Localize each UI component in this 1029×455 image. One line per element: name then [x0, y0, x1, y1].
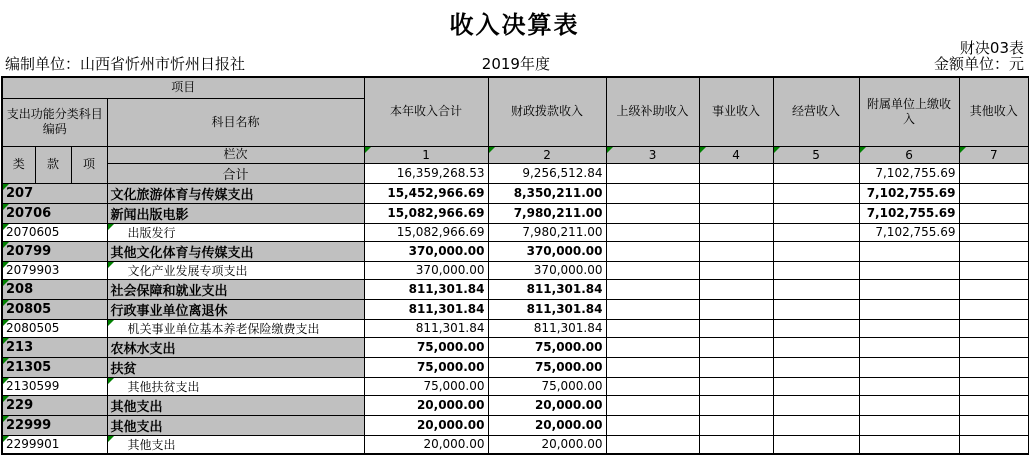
- col-header-subject-name: 科目名称: [107, 98, 364, 146]
- value-cell[interactable]: [773, 183, 859, 203]
- column-number: 2: [488, 146, 606, 163]
- value-cell[interactable]: [606, 395, 699, 415]
- total-value-cell[interactable]: 7,102,755.69: [859, 163, 959, 183]
- value-cell[interactable]: 20,000.00: [364, 415, 488, 435]
- value-cell[interactable]: [859, 319, 959, 337]
- subject-name-cell[interactable]: 文化产业发展专项支出: [107, 261, 364, 279]
- subject-name-cell[interactable]: 文化旅游体育与传媒支出: [107, 183, 364, 203]
- col-header-project: 项目: [2, 77, 364, 98]
- value-cell[interactable]: [959, 435, 1029, 454]
- value-cell[interactable]: 75,000.00: [364, 377, 488, 395]
- subject-code-cell[interactable]: 229: [2, 395, 107, 415]
- subject-code-cell[interactable]: 22999: [2, 415, 107, 435]
- value-cell[interactable]: 811,301.84: [488, 299, 606, 319]
- value-cell[interactable]: [959, 377, 1029, 395]
- subject-code-cell[interactable]: 2130599: [2, 377, 107, 395]
- subject-name-cell[interactable]: 新闻出版电影: [107, 203, 364, 223]
- subject-name-cell[interactable]: 社会保障和就业支出: [107, 279, 364, 299]
- value-cell[interactable]: 7,102,755.69: [859, 223, 959, 241]
- value-cell[interactable]: [959, 299, 1029, 319]
- col-header-total-income: 本年收入合计: [364, 77, 488, 146]
- column-number: 7: [959, 146, 1029, 163]
- value-cell[interactable]: [773, 337, 859, 357]
- table-row: [2, 319, 1029, 337]
- table-row: [2, 279, 1029, 299]
- value-cell[interactable]: [859, 415, 959, 435]
- subject-code-cell[interactable]: 2080505: [2, 319, 107, 337]
- table-row: [2, 435, 1029, 454]
- value-cell[interactable]: [859, 395, 959, 415]
- table-row: [2, 337, 1029, 357]
- subject-name-cell[interactable]: 扶贫: [107, 357, 364, 377]
- value-cell[interactable]: 15,082,966.69: [364, 203, 488, 223]
- col-header-fiscal-appropriation: 财政拨款收入: [488, 77, 606, 146]
- error-marker-icon: [3, 378, 9, 384]
- subject-code-cell[interactable]: 2070605: [2, 223, 107, 241]
- value-cell[interactable]: [859, 337, 959, 357]
- table-row: [2, 223, 1029, 241]
- value-cell[interactable]: [959, 357, 1029, 377]
- value-cell[interactable]: [773, 357, 859, 377]
- value-cell[interactable]: [699, 223, 773, 241]
- value-cell[interactable]: 75,000.00: [488, 337, 606, 357]
- value-cell[interactable]: [773, 261, 859, 279]
- total-value-cell[interactable]: [773, 163, 859, 183]
- error-marker-icon: [960, 147, 966, 153]
- value-cell[interactable]: 75,000.00: [364, 337, 488, 357]
- col-header-operating-income: 经营收入: [773, 77, 859, 146]
- col-header-business-income: 事业收入: [699, 77, 773, 146]
- column-number: 4: [699, 146, 773, 163]
- value-cell[interactable]: [699, 241, 773, 261]
- column-number: 3: [606, 146, 699, 163]
- table-row: [2, 395, 1029, 415]
- prepared-by-unit: 编制单位：山西省忻州市忻州日报社: [5, 55, 246, 73]
- value-cell[interactable]: [959, 261, 1029, 279]
- error-marker-icon: [3, 300, 9, 306]
- subject-name-cell[interactable]: 其他文化体育与传媒支出: [107, 241, 364, 261]
- error-marker-icon: [3, 224, 9, 230]
- col-header-affiliated-unit-payment: 附属单位上缴收入: [859, 77, 959, 146]
- subject-name-cell[interactable]: 其他扶贫支出: [107, 377, 364, 395]
- value-cell[interactable]: 15,452,966.69: [364, 183, 488, 203]
- report-header: [0, 0, 1029, 76]
- lanci-label: 栏次: [107, 146, 364, 163]
- total-row: [2, 163, 1029, 183]
- value-cell[interactable]: 370,000.00: [488, 261, 606, 279]
- col-header-section: 款: [35, 146, 71, 183]
- value-cell[interactable]: 20,000.00: [364, 435, 488, 454]
- value-cell[interactable]: [606, 279, 699, 299]
- error-marker-icon: [860, 147, 866, 153]
- value-cell[interactable]: 75,000.00: [364, 357, 488, 377]
- value-cell[interactable]: [699, 377, 773, 395]
- col-header-item: 项: [71, 146, 107, 183]
- value-cell[interactable]: [859, 357, 959, 377]
- value-cell[interactable]: [699, 319, 773, 337]
- value-cell[interactable]: 20,000.00: [364, 395, 488, 415]
- error-marker-icon: [3, 396, 9, 402]
- value-cell[interactable]: 7,980,211.00: [488, 203, 606, 223]
- total-value-cell[interactable]: 16,359,268.53: [364, 163, 488, 183]
- value-cell[interactable]: 7,102,755.69: [859, 183, 959, 203]
- value-cell[interactable]: [859, 279, 959, 299]
- subject-code-cell[interactable]: 208: [2, 279, 107, 299]
- amount-unit: 金额单位：元: [933, 55, 1024, 73]
- value-cell[interactable]: [959, 241, 1029, 261]
- error-marker-icon: [108, 436, 114, 442]
- error-marker-icon: [3, 436, 9, 442]
- value-cell[interactable]: [606, 241, 699, 261]
- error-marker-icon: [700, 147, 706, 153]
- column-number: 6: [859, 146, 959, 163]
- value-cell[interactable]: 15,082,966.69: [364, 223, 488, 241]
- error-marker-icon: [607, 147, 613, 153]
- value-cell[interactable]: [606, 377, 699, 395]
- subject-code-cell[interactable]: 2079903: [2, 261, 107, 279]
- value-cell[interactable]: 370,000.00: [364, 261, 488, 279]
- subject-code-cell[interactable]: 207: [2, 183, 107, 203]
- value-cell[interactable]: [959, 395, 1029, 415]
- value-cell[interactable]: [959, 223, 1029, 241]
- error-marker-icon: [3, 358, 9, 364]
- table-row: [2, 203, 1029, 223]
- value-cell[interactable]: [699, 183, 773, 203]
- value-cell[interactable]: [606, 299, 699, 319]
- col-header-other-income: 其他收入: [959, 77, 1029, 146]
- value-cell[interactable]: [606, 319, 699, 337]
- table-row: [2, 261, 1029, 279]
- value-cell[interactable]: [699, 415, 773, 435]
- income-final-accounts-table: [1, 76, 1029, 455]
- value-cell[interactable]: [606, 435, 699, 454]
- value-cell[interactable]: 7,980,211.00: [488, 223, 606, 241]
- column-number: 5: [773, 146, 859, 163]
- error-marker-icon: [3, 338, 9, 344]
- value-cell[interactable]: [606, 337, 699, 357]
- value-cell[interactable]: [699, 299, 773, 319]
- subject-code-cell[interactable]: 213: [2, 337, 107, 357]
- value-cell[interactable]: [773, 415, 859, 435]
- error-marker-icon: [3, 184, 9, 190]
- value-cell[interactable]: [606, 415, 699, 435]
- value-cell[interactable]: [606, 223, 699, 241]
- value-cell[interactable]: [606, 357, 699, 377]
- error-marker-icon: [3, 262, 9, 268]
- value-cell[interactable]: [859, 241, 959, 261]
- subject-code-cell[interactable]: 20799: [2, 241, 107, 261]
- total-label-cell[interactable]: 合计: [107, 163, 364, 183]
- value-cell[interactable]: [859, 377, 959, 395]
- value-cell[interactable]: 370,000.00: [364, 241, 488, 261]
- column-number: 1: [364, 146, 488, 163]
- subject-code-cell[interactable]: 20706: [2, 203, 107, 223]
- error-marker-icon: [3, 242, 9, 248]
- value-cell[interactable]: [699, 261, 773, 279]
- value-cell[interactable]: [606, 183, 699, 203]
- error-marker-icon: [108, 378, 114, 384]
- value-cell[interactable]: 20,000.00: [488, 395, 606, 415]
- table-row: [2, 357, 1029, 377]
- value-cell[interactable]: [859, 299, 959, 319]
- total-value-cell[interactable]: [699, 163, 773, 183]
- value-cell[interactable]: [773, 435, 859, 454]
- value-cell[interactable]: [773, 223, 859, 241]
- total-value-cell[interactable]: 9,256,512.84: [488, 163, 606, 183]
- value-cell[interactable]: [959, 319, 1029, 337]
- value-cell[interactable]: [699, 435, 773, 454]
- fiscal-year: 2019年度: [481, 55, 550, 73]
- subject-name-cell[interactable]: 行政事业单位离退休: [107, 299, 364, 319]
- value-cell[interactable]: 20,000.00: [488, 415, 606, 435]
- table-row: [2, 377, 1029, 395]
- value-cell[interactable]: [699, 279, 773, 299]
- subject-name-cell[interactable]: 出版发行: [107, 223, 364, 241]
- error-marker-icon: [3, 320, 9, 326]
- value-cell[interactable]: 811,301.84: [364, 299, 488, 319]
- value-cell[interactable]: 20,000.00: [488, 435, 606, 454]
- value-cell[interactable]: [773, 395, 859, 415]
- value-cell[interactable]: [773, 377, 859, 395]
- value-cell[interactable]: [773, 299, 859, 319]
- value-cell[interactable]: [699, 203, 773, 223]
- value-cell[interactable]: 370,000.00: [488, 241, 606, 261]
- value-cell[interactable]: [699, 357, 773, 377]
- value-cell[interactable]: [959, 183, 1029, 203]
- value-cell[interactable]: 811,301.84: [488, 319, 606, 337]
- value-cell[interactable]: 75,000.00: [488, 377, 606, 395]
- value-cell[interactable]: 811,301.84: [364, 279, 488, 299]
- value-cell[interactable]: [773, 319, 859, 337]
- value-cell[interactable]: 7,102,755.69: [859, 203, 959, 223]
- value-cell[interactable]: [959, 415, 1029, 435]
- value-cell[interactable]: 75,000.00: [488, 357, 606, 377]
- subject-code-cell[interactable]: 21305: [2, 357, 107, 377]
- value-cell[interactable]: [959, 337, 1029, 357]
- error-marker-icon: [774, 147, 780, 153]
- error-marker-icon: [489, 147, 495, 153]
- error-marker-icon: [365, 147, 371, 153]
- table-row: [2, 183, 1029, 203]
- col-header-expense-function-code: 支出功能分类科目编码: [2, 98, 107, 146]
- value-cell[interactable]: [859, 435, 959, 454]
- value-cell[interactable]: 8,350,211.00: [488, 183, 606, 203]
- table-row: [2, 241, 1029, 261]
- value-cell[interactable]: [859, 261, 959, 279]
- value-cell[interactable]: [606, 261, 699, 279]
- error-marker-icon: [108, 224, 114, 230]
- value-cell[interactable]: [606, 203, 699, 223]
- error-marker-icon: [108, 320, 114, 326]
- subject-name-cell[interactable]: 其他支出: [107, 415, 364, 435]
- total-value-cell[interactable]: [606, 163, 699, 183]
- value-cell[interactable]: 811,301.84: [364, 319, 488, 337]
- error-marker-icon: [108, 262, 114, 268]
- subject-name-cell[interactable]: 机关事业单位基本养老保险缴费支出: [107, 319, 364, 337]
- col-header-superior-subsidy: 上级补助收入: [606, 77, 699, 146]
- error-marker-icon: [3, 416, 9, 422]
- subject-name-cell[interactable]: 农林水支出: [107, 337, 364, 357]
- error-marker-icon: [3, 204, 9, 210]
- meta-line: [0, 56, 1029, 74]
- subject-code-cell[interactable]: 20805: [2, 299, 107, 319]
- total-value-cell[interactable]: [959, 163, 1029, 183]
- subject-code-cell[interactable]: 2299901: [2, 435, 107, 454]
- value-cell[interactable]: [959, 279, 1029, 299]
- value-cell[interactable]: [773, 241, 859, 261]
- value-cell[interactable]: [699, 337, 773, 357]
- col-header-class: 类: [2, 146, 35, 183]
- table-row: [2, 299, 1029, 319]
- value-cell[interactable]: 811,301.84: [488, 279, 606, 299]
- error-marker-icon: [3, 280, 9, 286]
- page-title: 收入决算表: [449, 11, 580, 39]
- value-cell[interactable]: [959, 203, 1029, 223]
- value-cell[interactable]: [699, 395, 773, 415]
- form-code: 财决03表: [959, 39, 1024, 57]
- subject-name-cell[interactable]: 其他支出: [107, 435, 364, 454]
- table-row: [2, 415, 1029, 435]
- value-cell[interactable]: [773, 279, 859, 299]
- value-cell[interactable]: [773, 203, 859, 223]
- subject-name-cell[interactable]: 其他支出: [107, 395, 364, 415]
